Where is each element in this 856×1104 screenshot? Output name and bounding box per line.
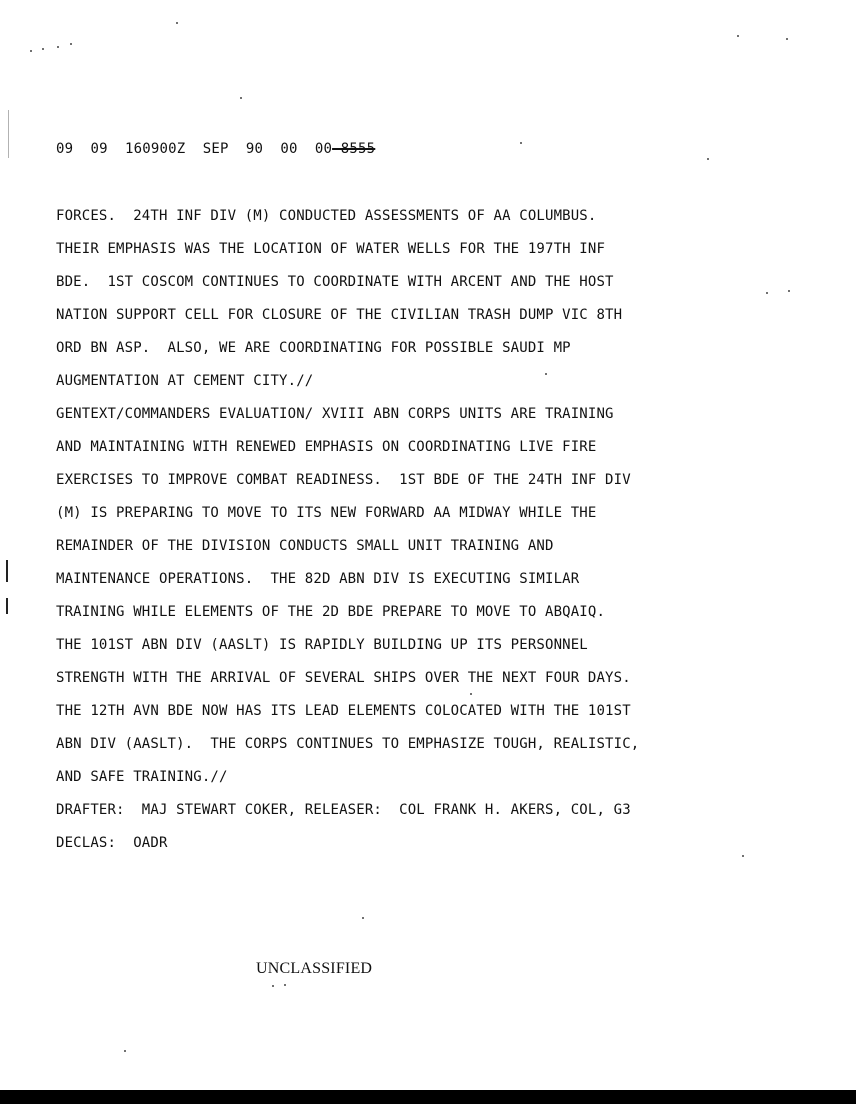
body-line: THEIR EMPHASIS WAS THE LOCATION OF WATER WELLS FOR THE 197TH INF <box>56 241 606 257</box>
scan-speck <box>240 97 242 99</box>
scan-margin-mark <box>8 110 9 158</box>
scan-speck <box>737 35 739 37</box>
scan-speck <box>520 142 522 144</box>
struck-message-number: —8555 <box>332 141 376 157</box>
scan-margin-mark <box>6 598 8 614</box>
body-line: GENTEXT/COMMANDERS EVALUATION/ XVIII ABN CORPS UNITS ARE TRAINING <box>56 406 614 422</box>
body-line: ORD BN ASP. ALSO, WE ARE COORDINATING FOR POSSIBLE SAUDI MP <box>56 340 571 356</box>
body-line: THE 12TH AVN BDE NOW HAS ITS LEAD ELEMENTS COLOCATED WITH THE 101ST <box>56 703 631 719</box>
body-line: MAINTENANCE OPERATIONS. THE 82D ABN DIV IS EXECUTING SIMILAR <box>56 571 580 587</box>
scan-speck <box>57 46 59 48</box>
scan-speck <box>42 48 44 50</box>
scan-speck <box>284 984 286 986</box>
scan-speck <box>272 985 274 987</box>
scan-speck <box>786 38 788 40</box>
scan-speck <box>70 43 72 45</box>
scan-bottom-edge <box>0 1090 856 1104</box>
scan-speck <box>707 158 709 160</box>
scan-speck <box>362 917 364 919</box>
classification-marking: UNCLASSIFIED <box>256 960 373 977</box>
body-line: TRAINING WHILE ELEMENTS OF THE 2D BDE PREPARE TO MOVE TO ABQAIQ. <box>56 604 606 620</box>
body-line: (M) IS PREPARING TO MOVE TO ITS NEW FORWARD AA MIDWAY WHILE THE <box>56 505 597 521</box>
message-header <box>56 141 375 157</box>
body-line: BDE. 1ST COSCOM CONTINUES TO COORDINATE WITH ARCENT AND THE HOST <box>56 274 614 290</box>
body-line: AND SAFE TRAINING.// <box>56 769 228 785</box>
scan-speck <box>124 1050 126 1052</box>
scan-speck <box>742 855 744 857</box>
body-line: THE 101ST ABN DIV (AASLT) IS RAPIDLY BUILDING UP ITS PERSONNEL <box>56 637 588 653</box>
body-line: ABN DIV (AASLT). THE CORPS CONTINUES TO EMPHASIZE TOUGH, REALISTIC, <box>56 736 640 752</box>
body-line: FORCES. 24TH INF DIV (M) CONDUCTED ASSESSMENTS OF AA COLUMBUS. <box>56 208 597 224</box>
message-dtg: 09 09 160900Z SEP 90 00 00 <box>56 141 333 157</box>
scan-speck <box>30 50 32 52</box>
body-line: EXERCISES TO IMPROVE COMBAT READINESS. 1ST BDE OF THE 24TH INF DIV <box>56 472 631 488</box>
body-line: AND MAINTAINING WITH RENEWED EMPHASIS ON COORDINATING LIVE FIRE <box>56 439 597 455</box>
scan-margin-mark <box>6 560 8 582</box>
body-line: NATION SUPPORT CELL FOR CLOSURE OF THE CIVILIAN TRASH DUMP VIC 8TH <box>56 307 623 323</box>
declas-line: DECLAS: OADR <box>56 835 168 851</box>
drafter-line: DRAFTER: MAJ STEWART COKER, RELEASER: COL FRANK H. AKERS, COL, G3 <box>56 802 631 818</box>
scan-speck <box>766 292 768 294</box>
scan-speck <box>176 22 178 24</box>
body-line: STRENGTH WITH THE ARRIVAL OF SEVERAL SHIPS OVER THE NEXT FOUR DAYS. <box>56 670 631 686</box>
scan-speck <box>788 290 790 292</box>
message-body <box>56 206 736 866</box>
body-line: REMAINDER OF THE DIVISION CONDUCTS SMALL UNIT TRAINING AND <box>56 538 554 554</box>
body-line: AUGMENTATION AT CEMENT CITY.// <box>56 373 314 389</box>
